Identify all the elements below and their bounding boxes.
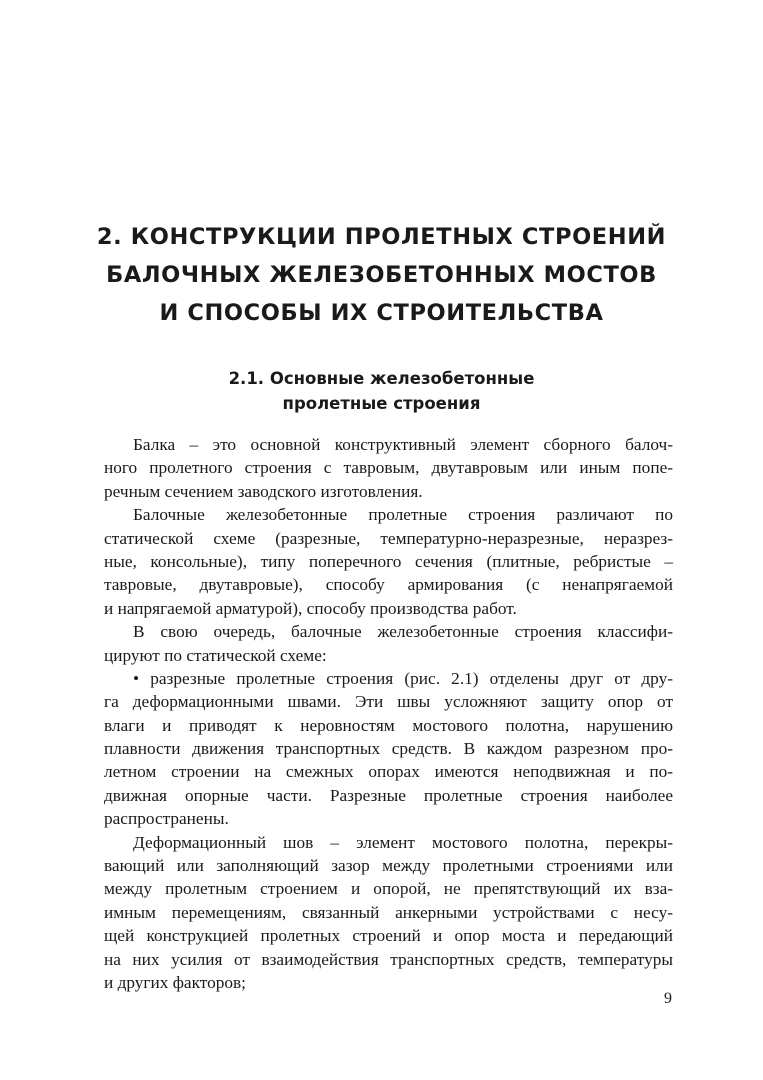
text-line: плавности движения транспортных средств. В каждом разрезном про- (104, 739, 673, 759)
text-line: В свою очередь, балочные железобетонные строения классифи- (133, 622, 673, 642)
text-line: и напрягаемой арматурой), способу производства работ. (104, 598, 517, 618)
text-line: летном строении на смежных опорах имеются неподвижная и по- (104, 762, 673, 782)
page-number: 9 (664, 990, 672, 1007)
text-line: ного пролетного строения с тавровым, двутавровым или иным попе- (104, 458, 673, 478)
text-line: речным сечением заводского изготовления. (104, 481, 423, 501)
text-line: вающий или заполняющий зазор между пролетными строениями или (104, 856, 673, 876)
text-line: имным перемещениям, связанный анкерными устройствами с несу- (104, 902, 673, 922)
chapter-title-line: БАЛОЧНЫХ ЖЕЛЕЗОБЕТОННЫХ МОСТОВ (106, 262, 657, 288)
text-line: • разрезные пролетные строения (рис. 2.1) отделены друг от дру- (133, 668, 673, 688)
text-line: тавровые, двутавровые), способу армирования (с ненапрягаемой (104, 575, 673, 595)
section-title (100, 366, 663, 416)
text-line: Балка – это основной конструктивный элемент сборного балоч- (133, 435, 673, 454)
chapter-title (60, 218, 703, 332)
chapter-title-line: И СПОСОБЫ ИХ СТРОИТЕЛЬСТВА (159, 300, 604, 326)
section-title-line: пролетные строения (282, 394, 481, 413)
text-line: между пролетным строением и опорой, не препятствующий их вза- (104, 879, 673, 899)
text-line: га деформационными швами. Эти швы усложняют защиту опор от (104, 692, 673, 712)
chapter-title-line: 2. КОНСТРУКЦИИ ПРОЛЕТНЫХ СТРОЕНИЙ (96, 224, 667, 250)
text-line: статической схеме (разрезные, температурно-неразрезные, неразрез- (104, 528, 673, 548)
body-text (104, 433, 673, 994)
section-title-line: 2.1. Основные железобетонные (228, 369, 535, 388)
text-line: ные, консольные), типу поперечного сечения (плитные, ребристые – (104, 551, 673, 571)
text-line: цируют по статической схеме: (104, 645, 327, 665)
text-line: влаги и приводят к неровностям мостового полотна, нарушению (104, 715, 673, 735)
text-line: на них усилия от взаимодействия транспортных средств, температуры (104, 949, 673, 969)
text-line: движная опорные части. Разрезные пролетные строения наиболее (104, 785, 673, 805)
text-line: распространены. (104, 809, 229, 829)
text-line: Деформационный шов – элемент мостового полотна, перекры- (133, 832, 673, 852)
text-line: Балочные железобетонные пролетные строения различают по (133, 505, 673, 525)
text-line: щей конструкцией пролетных строений и опор моста и передающий (104, 926, 673, 946)
text-line: и других факторов; (104, 972, 246, 992)
